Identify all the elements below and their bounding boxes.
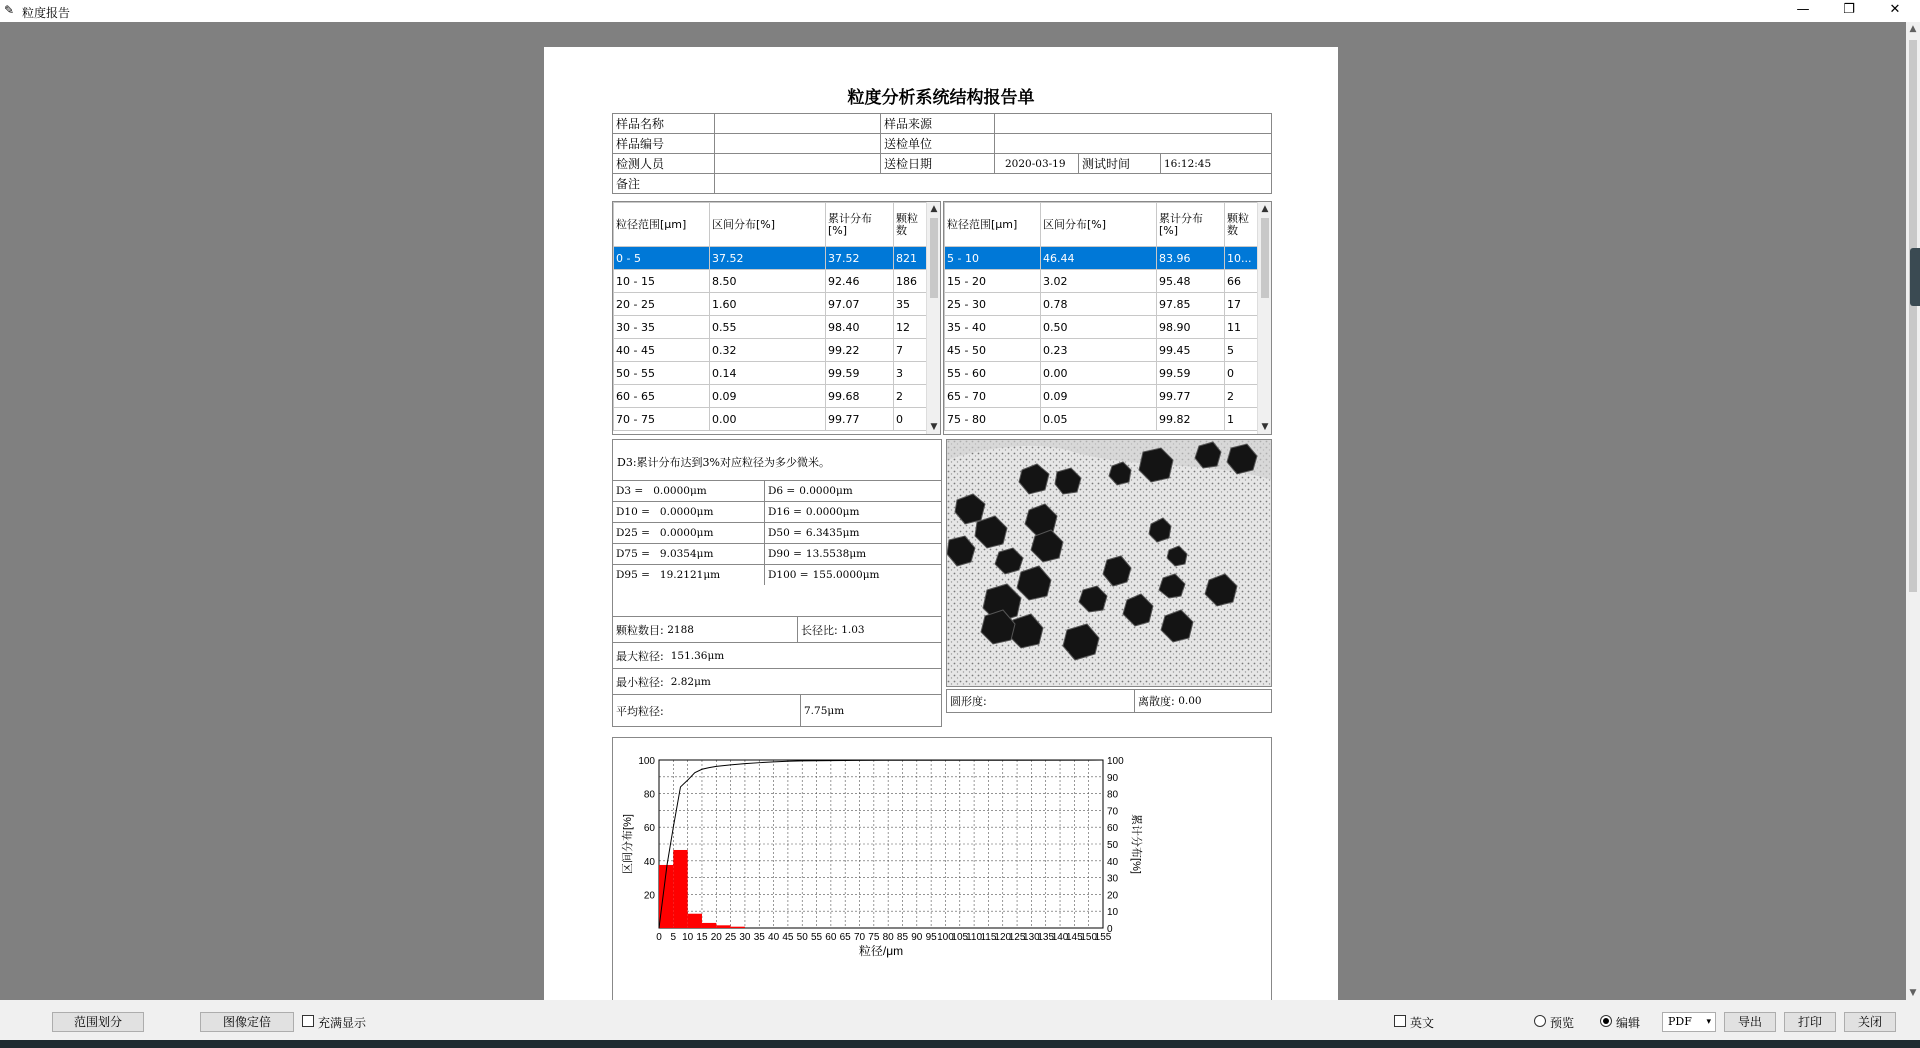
column-header[interactable]: 区间分布[%] (710, 203, 826, 247)
d-value-cell (765, 523, 941, 543)
table-cell: 99.68 (826, 385, 894, 408)
y-tick-label: 100 (638, 756, 655, 767)
sample-no-value (715, 134, 881, 154)
table-cell: 99.77 (826, 408, 894, 431)
y-tick-label: 80 (643, 789, 655, 801)
d-label: D95 = (616, 569, 650, 581)
x-axis-label: 粒径/μm (858, 944, 904, 958)
d-value: 0.0000μm (653, 485, 707, 497)
window-title: 粒度报告 (22, 6, 71, 20)
report-viewer (0, 22, 1906, 1000)
table-cell: 821 (894, 247, 929, 270)
table-cell: 30 - 35 (614, 316, 710, 339)
y-tick-label: 20 (643, 890, 655, 902)
d-value-cell (613, 481, 765, 501)
scroll-up-icon[interactable]: ▲ (1909, 24, 1917, 34)
table-cell: 35 - 40 (945, 316, 1041, 339)
table-cell: 0.78 (1041, 293, 1157, 316)
table-row[interactable] (945, 293, 1260, 316)
y2-tick-label: 30 (1107, 873, 1119, 885)
remark-value (715, 174, 1272, 194)
table-cell: 1 (1225, 408, 1260, 431)
table-cell: 66 (1225, 270, 1260, 293)
tester-label: 检测人员 (613, 154, 715, 174)
table-row[interactable] (945, 339, 1260, 362)
table-row[interactable] (945, 385, 1260, 408)
inspect-unit-value (995, 134, 1272, 154)
x-tick-label: 5 (670, 932, 677, 943)
y2-tick-label: 20 (1107, 890, 1119, 902)
y2-tick-label: 80 (1107, 789, 1119, 801)
scroll-thumb[interactable] (930, 218, 938, 298)
table-row[interactable] (614, 339, 929, 362)
d-label: D10 = (616, 506, 650, 518)
range-division-button[interactable]: 范围划分 (52, 1012, 144, 1032)
table-cell: 5 (1225, 339, 1260, 362)
d-note: D3:累计分布达到3%对应粒径为多少微米。 (617, 456, 830, 469)
left-distribution-table (613, 202, 929, 431)
test-time-value: 16:12:45 (1161, 154, 1272, 174)
x-tick-label: 90 (911, 932, 923, 943)
particle-micrograph (946, 439, 1272, 687)
table-cell: 2 (1225, 385, 1260, 408)
table-cell: 97.85 (1157, 293, 1225, 316)
table-cell: 46.44 (1041, 247, 1157, 270)
table-row[interactable] (614, 316, 929, 339)
table-cell: 75 - 80 (945, 408, 1041, 431)
d-value-cell (765, 481, 941, 501)
x-tick-label: 70 (853, 932, 866, 943)
d-label: D6 = (768, 485, 796, 497)
table-cell: 50 - 55 (614, 362, 710, 385)
x-tick-label: 80 (882, 932, 894, 943)
min-size-row (613, 668, 941, 694)
sample-name-label: 样品名称 (613, 114, 715, 134)
y-tick-label: 40 (643, 856, 655, 868)
table-cell: 0 - 5 (614, 247, 710, 270)
column-header[interactable]: 累计分布[%] (826, 203, 894, 247)
table-cell: 83.96 (1157, 247, 1225, 270)
column-header[interactable]: 粒径范围[μm] (945, 203, 1041, 247)
d-label: D3 = (616, 485, 644, 497)
avg-size-value: 7.75μm (804, 704, 845, 717)
x-tick-label: 145 (1066, 932, 1083, 943)
close-window-button[interactable]: ✕ (1889, 2, 1901, 17)
distribution-chart (612, 737, 1272, 1000)
max-size-label: 最大粒径: (616, 649, 664, 663)
table-cell: 40 - 45 (614, 339, 710, 362)
sample-no-label: 样品编号 (613, 134, 715, 154)
d-values-panel (612, 439, 942, 727)
x-tick-label: 15 (696, 932, 708, 943)
d-value-row (613, 480, 941, 501)
viewer-scrollbar[interactable] (1906, 22, 1920, 1000)
x-tick-label: 35 (753, 932, 765, 943)
preview-label: 预览 (1550, 1016, 1575, 1030)
d-value-row (613, 501, 941, 522)
d-value-cell (613, 565, 765, 585)
distribution-bar (716, 925, 730, 928)
d-value-cell (613, 544, 765, 564)
left-grid-scrollbar[interactable] (926, 202, 940, 434)
right-grid-scrollbar[interactable] (1257, 202, 1271, 434)
close-button[interactable]: 关闭 (1844, 1012, 1896, 1032)
table-cell: 0.55 (710, 316, 826, 339)
format-select[interactable] (1662, 1012, 1716, 1032)
column-header[interactable]: 累计分布[%] (1157, 203, 1225, 247)
min-size-label: 最小粒径: (616, 675, 664, 689)
x-tick-label: 100 (937, 932, 954, 943)
x-tick-label: 140 (1051, 932, 1069, 943)
sample-source-label: 样品来源 (881, 114, 995, 134)
x-tick-label: 120 (994, 932, 1012, 943)
table-cell: 60 - 65 (614, 385, 710, 408)
table-cell: 8.50 (710, 270, 826, 293)
distribution-bar (702, 923, 716, 928)
x-tick-label: 105 (951, 932, 969, 943)
minimize-button[interactable]: — (1796, 2, 1810, 17)
right-distribution-grid[interactable] (943, 201, 1272, 435)
d-value: 0.0000μm (799, 485, 853, 497)
english-label: 英文 (1410, 1016, 1435, 1030)
table-cell: 0.09 (710, 385, 826, 408)
table-cell: 70 - 75 (614, 408, 710, 431)
table-cell: 11 (1225, 316, 1260, 339)
column-header[interactable]: 粒径范围[μm] (614, 203, 710, 247)
d-value-row (613, 543, 941, 564)
scroll-thumb[interactable] (1909, 40, 1917, 592)
table-row[interactable] (614, 270, 929, 293)
table-cell: 15 - 20 (945, 270, 1041, 293)
sample-info-table (612, 113, 1272, 194)
table-cell: 98.90 (1157, 316, 1225, 339)
d-value-cell (613, 523, 765, 543)
x-tick-label: 60 (825, 932, 837, 943)
d-label: D90 = (768, 548, 802, 560)
dispersion-label: 离散度: (1138, 695, 1175, 708)
taskbar (0, 1040, 1920, 1048)
right-distribution-table (944, 202, 1260, 431)
table-cell: 0.00 (710, 408, 826, 431)
x-tick-label: 115 (980, 932, 997, 943)
y2-tick-label: 50 (1107, 840, 1119, 851)
x-tick-label: 20 (710, 932, 722, 943)
side-panel-handle[interactable] (1910, 248, 1920, 306)
x-tick-label: 55 (810, 932, 823, 943)
table-cell: 92.46 (826, 270, 894, 293)
table-cell: 0.50 (1041, 316, 1157, 339)
table-cell: 98.40 (826, 316, 894, 339)
distribution-bar (673, 850, 687, 928)
d-label: D25 = (616, 527, 650, 539)
table-row[interactable] (945, 270, 1260, 293)
x-tick-label: 75 (868, 932, 880, 943)
d-value-cell (765, 502, 941, 522)
chevron-down-icon: ▾ (1706, 1017, 1711, 1027)
y-tick-label: 60 (643, 823, 655, 835)
table-row[interactable] (614, 385, 929, 408)
x-tick-label: 95 (925, 932, 937, 943)
shape-row (946, 689, 1272, 713)
sample-source-value (995, 114, 1272, 134)
count-aspect-row (613, 616, 941, 642)
y2-tick-label: 70 (1107, 806, 1119, 818)
table-cell: 95.48 (1157, 270, 1225, 293)
table-cell: 35 (894, 293, 929, 316)
d-value-cell (765, 544, 941, 564)
table-row[interactable] (614, 293, 929, 316)
bottom-toolbar (0, 1000, 1920, 1040)
fill-display-checkbox[interactable] (302, 1015, 314, 1027)
avg-size-label: 平均粒径: (613, 695, 801, 726)
table-cell: 5 - 10 (945, 247, 1041, 270)
x-tick-label: 65 (839, 932, 851, 943)
table-cell: 99.77 (1157, 385, 1225, 408)
table-cell: 0.09 (1041, 385, 1157, 408)
x-tick-label: 25 (725, 932, 737, 943)
scroll-down-icon[interactable]: ▼ (930, 422, 938, 432)
x-tick-label: 155 (1094, 932, 1112, 943)
d-value: 0.0000μm (659, 506, 714, 518)
table-cell: 99.45 (1157, 339, 1225, 362)
d-label: D100 = (768, 569, 809, 581)
table-row[interactable] (945, 316, 1260, 339)
y2-axis-label: 累计分布[%] (1130, 814, 1142, 874)
distribution-bar (688, 914, 702, 928)
d-value: 9.0354μm (659, 548, 714, 560)
roundness-label: 圆形度: (950, 695, 987, 708)
avg-size-row (613, 694, 941, 726)
d-label: D50 = (768, 527, 802, 539)
d-value-row (613, 564, 941, 585)
tester-value (715, 154, 881, 174)
table-cell: 0 (894, 408, 929, 431)
table-cell: 55 - 60 (945, 362, 1041, 385)
edit-radio[interactable] (1600, 1015, 1612, 1027)
d-value: 13.5538μm (805, 548, 867, 560)
d-value: 19.2121μm (659, 569, 721, 581)
x-tick-label: 150 (1080, 932, 1098, 943)
dispersion-value: 0.00 (1178, 695, 1202, 707)
table-cell: 10 - 15 (614, 270, 710, 293)
export-button[interactable]: 导出 (1724, 1012, 1776, 1032)
y2-tick-label: 60 (1107, 823, 1119, 835)
table-cell: 3.02 (1041, 270, 1157, 293)
app-icon: ✎ (4, 3, 15, 17)
y2-tick-label: 40 (1107, 856, 1119, 868)
table-cell: 7 (894, 339, 929, 362)
y2-tick-label: 10 (1107, 907, 1119, 919)
maximize-button[interactable]: ❐ (1843, 2, 1855, 17)
x-tick-label: 125 (1008, 932, 1026, 943)
d-value: 6.3435μm (805, 527, 860, 539)
table-row[interactable] (614, 362, 929, 385)
scroll-down-icon[interactable]: ▼ (1261, 422, 1269, 432)
min-size-value: 2.82μm (670, 675, 711, 688)
table-cell: 0.23 (1041, 339, 1157, 362)
x-tick-label: 130 (1023, 932, 1040, 943)
title-bar (0, 0, 1920, 22)
table-cell: 0 (1225, 362, 1260, 385)
table-row[interactable] (945, 408, 1260, 431)
x-tick-label: 30 (739, 932, 751, 943)
scroll-thumb[interactable] (1261, 218, 1269, 298)
scroll-up-icon[interactable]: ▲ (930, 204, 938, 214)
x-tick-label: 45 (782, 932, 794, 943)
d-value-cell (765, 565, 941, 585)
table-cell: 99.22 (826, 339, 894, 362)
table-row[interactable] (945, 247, 1260, 270)
inspect-unit-label: 送检单位 (881, 134, 995, 154)
d-value-row (613, 522, 941, 543)
left-distribution-grid[interactable] (612, 201, 941, 435)
image-calibration-button[interactable]: 图像定倍 (200, 1012, 294, 1032)
table-cell: 65 - 70 (945, 385, 1041, 408)
table-cell: 17 (1225, 293, 1260, 316)
table-cell: 1.60 (710, 293, 826, 316)
inspect-date-value: 2020-03-19 (995, 154, 1079, 174)
distribution-bar (731, 927, 745, 928)
d-label: D75 = (616, 548, 650, 560)
x-tick-label: 85 (896, 932, 909, 943)
y-axis-label: 区间分布[%] (622, 814, 634, 874)
table-cell: 3 (894, 362, 929, 385)
y2-tick-label: 90 (1107, 772, 1119, 784)
table-cell: 0.14 (710, 362, 826, 385)
table-row[interactable] (945, 362, 1260, 385)
table-cell: 37.52 (826, 247, 894, 270)
table-row[interactable] (614, 408, 929, 431)
test-time-label: 测试时间 (1079, 154, 1161, 174)
aspect-ratio-value: 1.03 (841, 623, 865, 636)
table-cell: 45 - 50 (945, 339, 1041, 362)
micrograph-image (947, 440, 1272, 687)
d-label: D16 = (768, 506, 802, 518)
edit-label: 编辑 (1616, 1016, 1641, 1030)
report-page (544, 47, 1338, 1000)
table-cell: 99.59 (1157, 362, 1225, 385)
inspect-date-label: 送检日期 (881, 154, 995, 174)
aspect-ratio-label: 长径比: (801, 623, 838, 637)
particle-count-value: 2188 (667, 623, 694, 636)
x-tick-label: 0 (656, 932, 662, 943)
format-select-value: PDF (1668, 1015, 1692, 1028)
remark-label: 备注 (613, 174, 715, 194)
max-size-row (613, 642, 941, 668)
table-cell: 0.32 (710, 339, 826, 362)
table-cell: 37.52 (710, 247, 826, 270)
x-tick-label: 110 (966, 932, 983, 943)
max-size-value: 151.36μm (670, 649, 725, 662)
sample-name-value (715, 114, 881, 134)
chart-svg (613, 738, 1271, 1000)
d-value-cell (613, 502, 765, 522)
d-value: 0.0000μm (659, 527, 714, 539)
x-tick-label: 10 (682, 932, 694, 943)
x-tick-label: 40 (768, 932, 780, 943)
particle-count-label: 颗粒数目: (616, 623, 664, 637)
fill-display-label: 充满显示 (318, 1016, 367, 1030)
scroll-up-icon[interactable]: ▲ (1261, 204, 1269, 214)
preview-radio[interactable] (1534, 1015, 1546, 1027)
scroll-down-icon[interactable]: ▼ (1909, 988, 1917, 998)
column-header[interactable]: 颗粒数 (1225, 203, 1260, 247)
table-cell: 20 - 25 (614, 293, 710, 316)
table-header-row (945, 203, 1260, 247)
table-cell: 0.00 (1041, 362, 1157, 385)
table-cell: 12 (894, 316, 929, 339)
report-title: 粒度分析系统结构报告单 (847, 88, 1035, 108)
table-cell: 25 - 30 (945, 293, 1041, 316)
table-cell: 99.59 (826, 362, 894, 385)
x-tick-label: 135 (1037, 932, 1055, 943)
table-cell: 186 (894, 270, 929, 293)
x-tick-label: 50 (796, 932, 808, 943)
table-row[interactable] (614, 247, 929, 270)
d-value: 155.0000μm (812, 569, 880, 581)
table-cell: 0.05 (1041, 408, 1157, 431)
table-cell: 97.07 (826, 293, 894, 316)
column-header[interactable]: 颗粒数 (894, 203, 929, 247)
table-cell: 10... (1225, 247, 1260, 270)
y2-tick-label: 0 (1107, 924, 1113, 935)
y2-tick-label: 100 (1107, 756, 1124, 767)
print-button[interactable]: 打印 (1784, 1012, 1836, 1032)
table-cell: 99.82 (1157, 408, 1225, 431)
column-header[interactable]: 区间分布[%] (1041, 203, 1157, 247)
table-header-row (614, 203, 929, 247)
english-checkbox[interactable] (1394, 1015, 1406, 1027)
d-value: 0.0000μm (805, 506, 860, 518)
table-cell: 2 (894, 385, 929, 408)
